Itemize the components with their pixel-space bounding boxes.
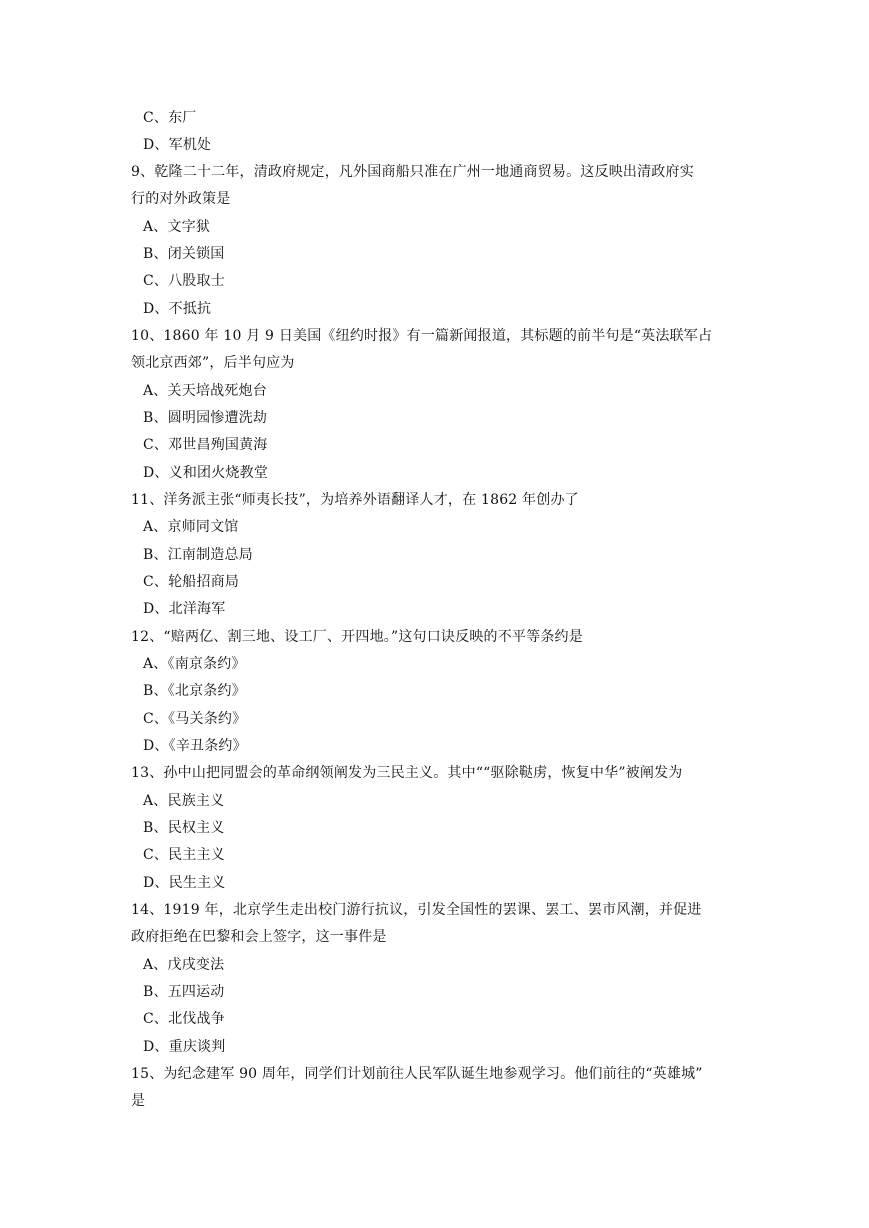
question-9-option-b: B、闭关锁国 — [143, 246, 225, 262]
question-14-text: 14、1919 年，北京学生走出校门游行抗议，引发全国性的罢课、罢工、罢市风潮，并促进 — [131, 902, 702, 918]
question-13-option-d: D、民生主义 — [143, 875, 226, 891]
question-12-option-c: C、《马关条约》 — [143, 711, 247, 727]
question-11-option-d: D、北洋海军 — [143, 601, 226, 617]
question-10-text: 10、1860 年 10 月 9 日美国《纽约时报》有一篇新闻报道，其标题的前半句是“英法联军占 — [131, 328, 713, 344]
question-14-option-d: D、重庆谈判 — [143, 1039, 226, 1055]
question-15-text: 15、为纪念建军 90 周年，同学们计划前往人民军队诞生地参观学习。他们前往的“英雄城” — [131, 1066, 703, 1082]
question-15-text-cont: 是 — [131, 1093, 146, 1109]
question-12-option-d: D、《辛丑条约》 — [143, 738, 247, 754]
question-12-option-a: A、《南京条约》 — [143, 656, 246, 672]
question-12-text: 12、“赔两亿、割三地、设工厂、开四地。”这句口诀反映的不平等条约是 — [131, 629, 583, 645]
question-14-option-c: C、北伐战争 — [143, 1011, 225, 1027]
question-13-option-b: B、民权主义 — [143, 820, 225, 836]
option-d-prev: D、军机处 — [143, 137, 212, 153]
question-12-option-b: B、《北京条约》 — [143, 683, 246, 699]
question-9-option-c: C、八股取士 — [143, 273, 225, 289]
question-13-option-a: A、民族主义 — [143, 793, 225, 809]
question-10-option-d: D、义和团火烧教堂 — [143, 465, 269, 481]
question-11-option-b: B、江南制造总局 — [143, 547, 253, 563]
question-10-text-cont: 领北京西郊”，后半句应为 — [131, 355, 295, 371]
question-13-text: 13、孙中山把同盟会的革命纲领阐发为三民主义。其中““驱除鞑虏，恢复中华”被阐发为 — [131, 765, 683, 781]
question-9-text-cont: 行的对外政策是 — [131, 191, 231, 207]
question-14-text-cont: 政府拒绝在巴黎和会上签字，这一事件是 — [131, 929, 387, 945]
question-10-option-b: B、圆明园惨遭洗劫 — [143, 410, 268, 426]
question-9-option-d: D、不抵抗 — [143, 301, 212, 317]
option-c-prev: C、东厂 — [143, 110, 197, 126]
question-14-option-a: A、戊戌变法 — [143, 957, 225, 973]
question-10-option-a: A、关天培战死炮台 — [143, 383, 267, 399]
question-13-option-c: C、民主主义 — [143, 847, 225, 863]
question-9-text: 9、乾隆二十二年，清政府规定，凡外国商船只准在广州一地通商贸易。这反映出清政府实 — [131, 164, 694, 180]
question-9-option-a: A、文字狱 — [143, 219, 211, 235]
question-11-text: 11、洋务派主张“师夷长技”，为培养外语翻译人才，在 1862 年创办了 — [131, 492, 579, 508]
question-11-option-c: C、轮船招商局 — [143, 574, 240, 590]
question-11-option-a: A、京师同文馆 — [143, 519, 239, 535]
question-10-option-c: C、邓世昌殉国黄海 — [143, 437, 268, 453]
question-14-option-b: B、五四运动 — [143, 984, 225, 1000]
